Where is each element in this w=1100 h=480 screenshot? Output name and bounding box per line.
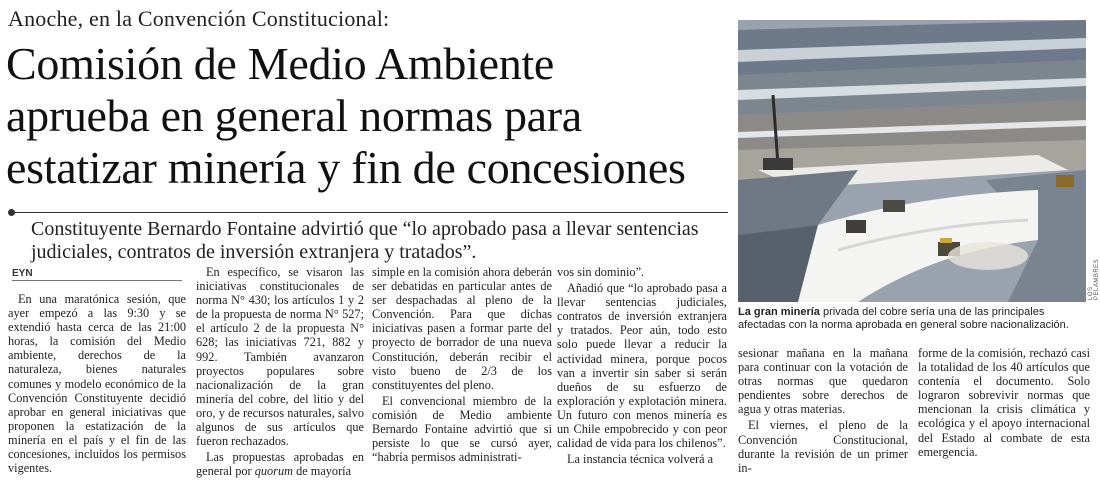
article-column-3	[372, 265, 552, 466]
dek-bullet	[8, 209, 15, 216]
paragraph: El viernes, el pleno de la Convención Constitucional, durante la revisión de un primer in-	[738, 418, 908, 475]
paragraph	[196, 450, 364, 478]
kicker: Anoche, en la Convención Constitucional:	[8, 6, 390, 31]
byline-rule	[12, 280, 182, 281]
caption-text: privada del cobre sería una de las principales afectadas con la norma aprobada en general sobre nacionalización.	[738, 306, 1069, 331]
dek-rule	[8, 212, 728, 213]
article-column-4	[557, 265, 727, 468]
paragraph: La instancia técnica volverá a	[567, 452, 714, 467]
paragraph: simple en la comisión ahora deberán ser debatidas en particular antes de ser despachadas al pleno de la Convención. Para que dichas iniciativas pasen a formar parte del proyecto de borrador de una nueva Constitución, deberán recibir el visto bueno de 2/3 de los constituyentes del pleno.	[372, 265, 552, 392]
paragraph: sesionar mañana en la mañana para continuar con la votación de otras normas que quedaron pendientes sobre derechos de agua y otras materias.	[738, 346, 908, 417]
paragraph: El convencional miembro de la comisión de Medio ambiente Bernardo Fontaine advirtió que si persiste lo que se cursó ayer, “habría permisos administrati-	[372, 393, 552, 465]
dek: Constituyente Bernardo Fontaine advirtió que “lo aprobado pasa a llevar sentencias judiciales, contratos de inversión extranjera y tratados”.	[31, 218, 699, 263]
photo-caption	[738, 306, 1088, 332]
article-column-2	[196, 265, 364, 480]
mine-photo	[738, 20, 1086, 302]
caption-lead: La gran minería	[738, 306, 820, 318]
headline-line-1: Comisión de Medio Ambiente	[6, 38, 554, 89]
italic-word: quorum	[254, 464, 293, 479]
paragraph: vos sin dominio”.	[557, 265, 645, 279]
paragraph: En específico, se visaron las iniciativas constitucionales de norma N° 430; los artículos 1 y 2 de la propuesta de norma N° 527; el artículo 2 de la propuesta N° 628; las iniciativas 721, 882 y 992. También avanzaron proyectos populares sobre nacionalización de la gran minería del cobre, del litio y del oro, y de recursos naturales, salvo algunos de sus artículos que fueron rechazados.	[196, 265, 364, 449]
paragraph: Añadió que “lo aprobado pasa a llevar sentencias judiciales, contratos de inversión extranjera y tratados. Peor aún, todo esto solo puede llevar a reducir la actividad minera, porque pocos van a invertir sin saber si serán dueños de su esfuerzo de exploración y explotación minera. Un futuro con menos minería es un Chile empobrecido y con peor calidad de vida para los chilenos”.	[557, 281, 727, 451]
photo-credit: LOS PELAMBRES	[1088, 258, 1100, 300]
byline: EYN	[12, 268, 33, 279]
article-column-6	[918, 346, 1090, 461]
article-column-5	[738, 346, 908, 477]
text-run: de mayoría	[293, 464, 352, 479]
headline	[6, 38, 736, 194]
headline-line-3: estatizar minería y fin de concesiones	[6, 142, 686, 193]
article-column-1	[8, 292, 186, 477]
headline-line-2: aprueba en general normas para	[6, 90, 582, 141]
paragraph: En una maratónica sesión, que ayer empezó a las 9:30 y se extendió hasta cerca de las 21:00 horas, la comisión del Medio ambiente, derechos de la naturaleza, bienes naturales comunes y modelo económico de la Convención Constituyente decidió aprobar en general iniciativas que proponen la estatización de la minería en el país y el fin de las concesiones, incluidos los permisos vigentes.	[8, 292, 186, 476]
text-run: Las propuestas aprobadas en general por	[196, 450, 364, 479]
paragraph: forme de la comisión, rechazó casi la totalidad de los 40 artículos que contenía el documento. Solo lograron sobrevivir normas que mencionan la crisis climática y ecológica y el apoyo internacional del Estado al combate de esta emergencia.	[918, 346, 1090, 459]
